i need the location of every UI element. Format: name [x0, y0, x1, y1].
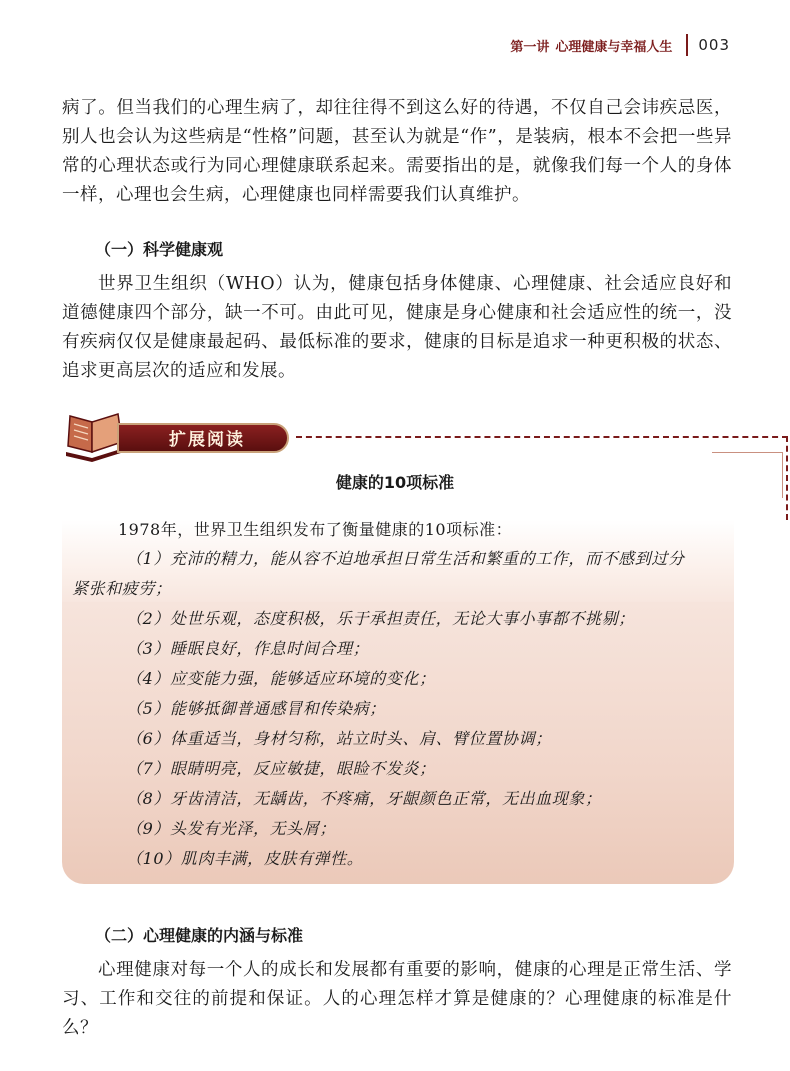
- standards-list: [62, 544, 734, 874]
- list-item-text: （4）应变能力强，能够适应环境的变化；: [126, 669, 436, 688]
- list-item-continuation: 紧张和疲劳；: [72, 579, 172, 598]
- list-item: [62, 814, 734, 844]
- dashed-rule: [296, 436, 788, 438]
- reading-intro: 1978年，世界卫生组织发布了衡量健康的10项标准：: [118, 520, 513, 539]
- list-item: [62, 724, 734, 754]
- list-item-text: （5）能够抵御普通感冒和传染病；: [126, 699, 386, 718]
- section-heading-2: （二）心理健康的内涵与标准: [95, 926, 304, 945]
- page-number: 003: [698, 36, 730, 54]
- list-item: [62, 754, 734, 784]
- reading-title: 健康的10项标准: [335, 473, 455, 492]
- list-item-text: （7）眼睛明亮，反应敏捷，眼睑不发炎；: [126, 759, 436, 778]
- list-item-text: （8）牙齿清洁，无龋齿，不疼痛，牙龈颜色正常，无出血现象；: [126, 789, 602, 808]
- running-header: [510, 34, 730, 56]
- list-item-text: （10）肌肉丰满，皮肤有弹性。: [126, 849, 364, 868]
- paragraph-1: 病了。但当我们的心理生病了，却往往得不到这么好的待遇，不仅自己会讳疾忌医，别人也会认为这些病是“性格”问题，甚至认为就是“作”，是装病，根本不会把一些异常的心理状态或行为同心理健康联系起来。需要指出的是，就像我们每一个人的身体一样，心理也会生病，心理健康也同样需要我们认真维护。: [62, 98, 732, 205]
- list-item-text: （2）处世乐观，态度积极，乐于承担责任，无论大事小事都不挑剔；: [126, 609, 635, 628]
- header-divider: [686, 34, 688, 56]
- list-item: [62, 694, 734, 724]
- list-item: [62, 604, 734, 634]
- list-item-text: （9）头发有光泽，无头屑；: [126, 819, 336, 838]
- list-item: [62, 634, 734, 664]
- list-item: [62, 664, 734, 694]
- list-item-text: （1）充沛的精力，能从容不迫地承担日常生活和繁重的工作，而不感到过分: [126, 549, 685, 568]
- paragraph-3: 心理健康对每一个人的成长和发展都有重要的影响，健康的心理是正常生活、学习、工作和交往的前提和保证。人的心理怎样才算是健康的？心理健康的标准是什么？: [62, 960, 732, 1038]
- list-item-text: （6）体重适当，身材匀称，站立时头、肩、臂位置协调；: [126, 729, 552, 748]
- section-heading-1: （一）科学健康观: [95, 240, 224, 259]
- chapter-title: 心理健康与幸福人生: [555, 39, 673, 55]
- paragraph-2: 世界卫生组织（WHO）认为，健康包括身体健康、心理健康、社会适应良好和道德健康四个部分，缺一不可。由此可见，健康是身心健康和社会适应性的统一，没有疾病仅仅是健康最起码、最低标准的要求，健康的目标是追求一种更积极的状态、追求更高层次的适应和发展。: [62, 274, 732, 381]
- list-item: [62, 784, 734, 814]
- list-item-text: （3）睡眠良好，作息时间合理；: [126, 639, 370, 658]
- list-item: [62, 544, 734, 604]
- chapter-label: 第一讲: [510, 39, 550, 55]
- list-item: [62, 844, 734, 874]
- extended-reading-label: 扩展阅读: [117, 423, 289, 453]
